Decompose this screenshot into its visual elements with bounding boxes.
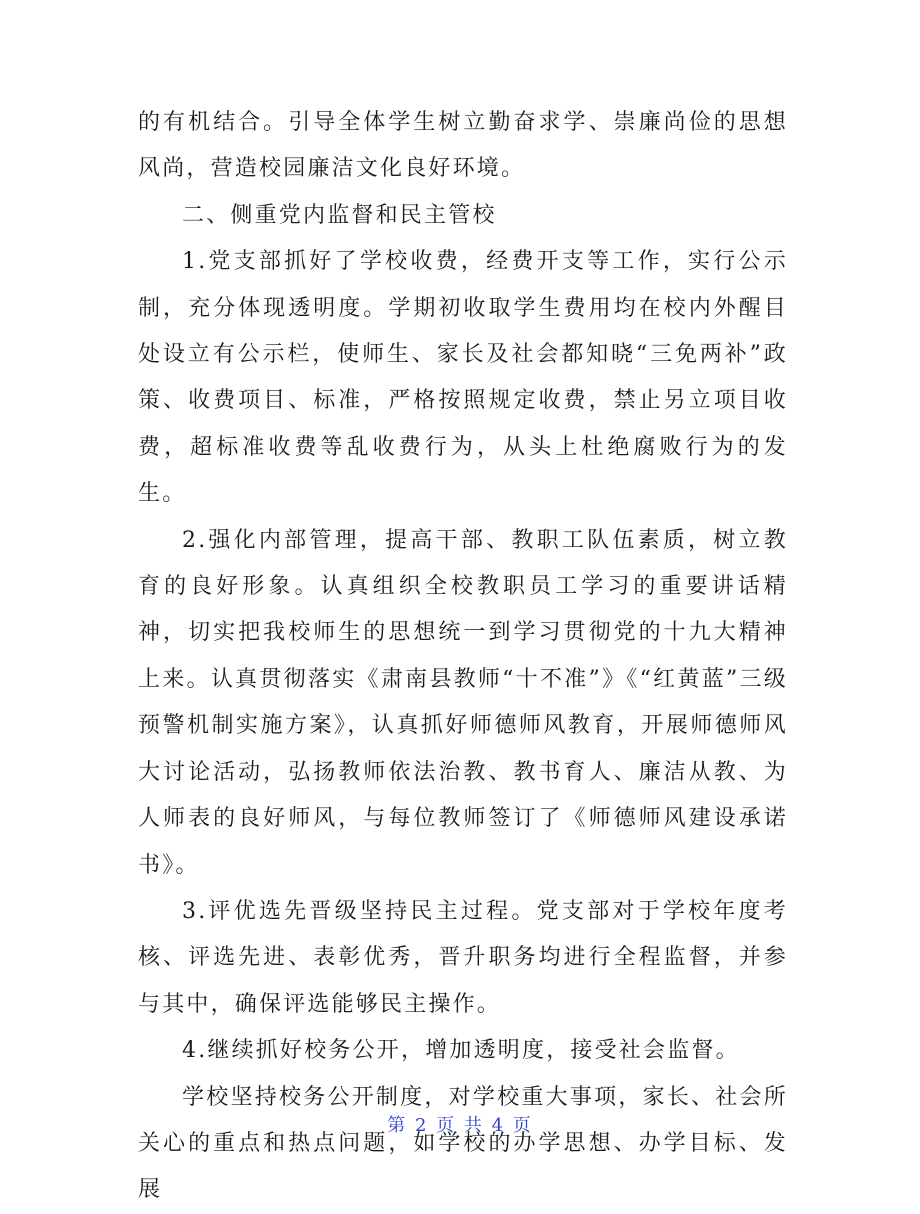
paragraph-item-3: 3.评优选先晋级坚持民主过程。党支部对于学校年度考核、评选先进、表彰优秀，晋升职务均进行全程监督，并参与其中，确保评选能够民主操作。: [138, 898, 788, 1017]
paragraph-continuation: 的有机结合。引导全体学生树立勤奋求学、崇廉尚俭的思想风尚，营造校园廉洁文化良好环境。: [138, 110, 788, 182]
paragraph-item-4: 4.继续抓好校务公开，增加透明度，接受社会监督。: [182, 1038, 740, 1064]
page-number-footer: 第 2 页 共 4 页: [387, 1115, 533, 1136]
section-heading-2: 二、侧重党内监督和民主管校: [182, 202, 497, 228]
paragraph-item-1: 1.党支部抓好了学校收费，经费开支等工作，实行公示制，充分体现透明度。学期初收取学生费用均在校内外醒目处设立有公示栏，使师生、家长及社会都知晓“三免两补”政策、收费项目、标准，严格按照规定收费，禁止另立项目收费，超标准收费等乱收费行为，从头上杜绝腐败行为的发生。: [138, 249, 788, 507]
paragraph-item-2: 2.强化内部管理，提高干部、教职工队伍素质，树立教育的良好形象。认真组织全校教职员工学习的重要讲话精神，切实把我校师生的思想统一到学习贯彻党的十九大精神上来。认真贯彻落实《肃南县教师“十不准”》《“红黄蓝”三级预警机制实施方案》，认真抓好师德师风教育，开展师德师风大讨论活动，弘扬教师依法治教、教书育人、廉洁从教、为人师表的良好师风，与每位教师签订了《师德师风建设承诺书》。: [138, 527, 788, 878]
paragraph-item-4-detail: 学校坚持校务公开制度，对学校重大事项，家长、社会所关心的重点和热点问题，如学校的办学思想、办学目标、发展: [138, 1084, 788, 1203]
document-body: [138, 100, 788, 1214]
